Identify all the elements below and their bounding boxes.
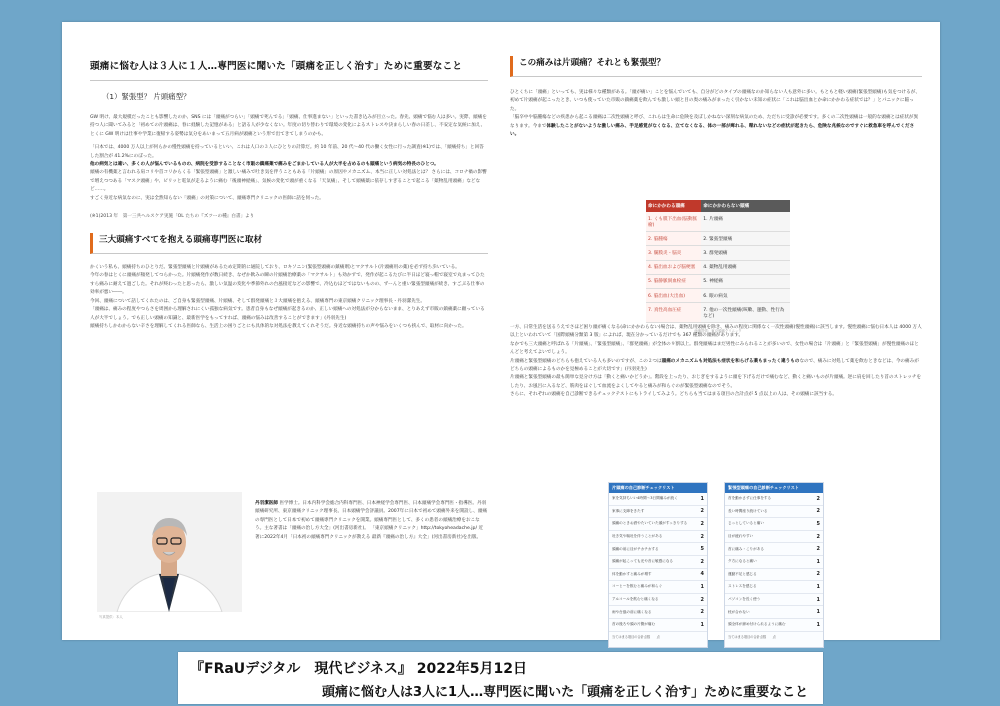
danger-cell: 5. 脳静脈洞血栓症 bbox=[646, 274, 701, 288]
checklist-item-points: 2 bbox=[700, 508, 704, 515]
checklist-row bbox=[725, 493, 823, 506]
checklist-item-points: 1 bbox=[816, 621, 820, 628]
checklist-item-label: コーヒーを飲むと痛みが和らぐ bbox=[612, 584, 663, 589]
doctor-photo bbox=[97, 492, 242, 612]
right-intro-block bbox=[510, 89, 922, 139]
checklist-row bbox=[725, 556, 823, 569]
intro-paragraph-1: GW 明け、最大規模だったことも影響したのか、SNS には「頭痛がつらい」「頭痛で死んでる」「頭痛、仕事進まない」といった書き込みが目立った。春先、頭痛で悩む人は多い。実際、頭痛を持つ人に聞いてみると「初めての片頭痛は、春に経験した記憶がある」と語る人が少なくない。年度の切り替わりで環境の変化によるストレスや決まらしい春の日差し、不安定な気候に加え、とくに GW 明けは仕事や学業に復帰する姿勢は気分をあいまって五月病が頭痛という形で出てきてしまうのかも。 bbox=[90, 115, 487, 137]
danger-cell: 1. くも膜下出血(脳動脈瘤) bbox=[646, 212, 701, 232]
right-paragraph-3: 一方、日常生活を送るうえでさほど困り頭が痛くなる(命にかかわらない)場合は、薬物乱用頭痛を除き、痛みの程度に関係なく一次性頭痛(慢性頭痛)に該当します。慢性頭痛に悩む日本人は 4000 万人以上といわれていて「国際頭痛分類第 3 版」によれば、現在分かっているだけでも 367 種類の頭痛があります。 bbox=[510, 325, 922, 339]
checklist-row bbox=[609, 493, 707, 506]
checklist-row bbox=[609, 619, 707, 632]
checklist-item-label: 首を動かさずに仕事をする bbox=[728, 496, 772, 501]
checklist-item-points: 2 bbox=[816, 546, 820, 553]
right-paragraph-1: ひとくちに「頭痛」といっても、実は様々な種類がある。「頭が痛い」ことを悩んでいても、自分がどのタイプの頭痛なのか知らない人も意外に多い。もともと軽い頭痛(緊張型頭痛)も気をつけるが、初めて片頭痛が起こったとき、いつも使っていた市販の鎮痛薬を飲んでも激しい頭と目の奥の痛みがまったく引かない未知の症状に「これは脳出血とか命にかかわる症状では？」とパニックに陥った。 bbox=[510, 90, 920, 112]
section-title-migraine-or-tension: この痛みは片頭痛？それとも緊張型？ bbox=[510, 56, 922, 77]
intro-paragraph-3: 頭痛の有機薬と言われる肩コリや首コリからくる「緊張型頭痛」と激しい痛みで吐き気を伴うこともある「片頭痛」の原因やメカニズム、本当に正しい対処法とは？ さらには、コロナ禍の影響で増えつつある「マスク頭痛」や、ピリッと電気が走るように痛む「後頭神経痛」、気候の変化で頭が重くなる「天気痛」、そして頭痛薬に依存しすぎることで起こる「薬物乱用頭痛」などなど……。 bbox=[90, 170, 487, 193]
checklist-item-points: 2 bbox=[816, 533, 820, 540]
headache-danger-table bbox=[646, 200, 790, 323]
checklist-item-points: 2 bbox=[700, 609, 704, 616]
checklist-row bbox=[725, 518, 823, 531]
doctor-name: 丹羽潔医師 bbox=[255, 501, 278, 506]
checklist-item-label: 運動不足と感じる bbox=[728, 571, 757, 576]
doctor-profile bbox=[97, 492, 492, 619]
table-row bbox=[646, 274, 790, 288]
checklist-item-points: 2 bbox=[816, 495, 820, 502]
checklist-item-label: 体を動かすと痛みが増す bbox=[612, 571, 652, 576]
checklist-item-points: 1 bbox=[700, 621, 704, 628]
checklist-row bbox=[609, 581, 707, 594]
right-paragraph-2-text: 「脳卒中や脳腫瘍などの疾患から起こる頭痛は二次性頭痛と呼び、これらは生命に危険を及ぼしかねない深刻な病気のため、ただちに受診が必要です。多くの二次性頭痛は一般的な頭痛とは症状が異なります。今まで bbox=[510, 115, 919, 129]
table-row bbox=[646, 260, 790, 274]
checklist-item-label: 頭痛が起こっても光や音に敏感になる bbox=[612, 559, 674, 564]
checklist-item-label: パソコンを長く使う bbox=[728, 597, 761, 602]
article-subtitle: （1）緊張型？ 片頭痛型？ bbox=[102, 92, 191, 101]
table-row bbox=[646, 212, 790, 232]
table-header-danger: 命にかかわる頭痛 bbox=[646, 200, 701, 212]
checklist-item-points: 1 bbox=[700, 495, 704, 502]
checklist-row bbox=[725, 594, 823, 607]
safe-cell: 4. 薬物乱用頭痛 bbox=[701, 260, 790, 274]
doctor-clinic: 「東京頭痛クリニック」http://tokyoheadache.jp/ bbox=[370, 526, 478, 532]
source-caption-box bbox=[178, 652, 823, 704]
safe-cell: 5. 神経痛 bbox=[701, 274, 790, 288]
safe-cell: 1. 片頭痛 bbox=[701, 212, 790, 232]
checklist-item-label: 首の後ろや頭の片側が痛む bbox=[612, 622, 656, 627]
danger-cell: 6. 脳出血(大出血) bbox=[646, 288, 701, 302]
headache-danger-table-block bbox=[646, 200, 790, 333]
intro-paragraph-2: 「日本では、4000 万人以上が何らかの慢性頭痛を持っているといい、これは人口の３人にひとりの計算だ。約 10 年前、20 代〜40 代の働く女性に行った調査(※1)では、「頭痛持ち」と回答した割合が 41.2%にのぼった。 bbox=[90, 145, 484, 159]
checklist-item-points: 1 bbox=[816, 609, 820, 616]
right-paragraph-5-bold: 頭痛のメカニズムも対処法も症状を和らげる薬もまったく違うもの bbox=[661, 358, 800, 364]
checklist-row bbox=[609, 606, 707, 619]
right-column bbox=[510, 52, 922, 639]
section1-paragraph-2: 今年の春はとくに頭痛が頻発してつらかった。片頭痛発作が数日続き、なぜか飲みの瞬の片頭痛治療薬の「マクサルト」も効かずで、発作が起こるたびに半日ほど寝っ帽で寝室で丸まってひたすら痛みに耐えて過ごした。それが終わったと思ったら、激しい気温の変化や季節外れの台風接近などの影響で、冷込むほどではないものの、ずーんと重い緊張型頭痛が続き、すごぶる仕事の効率が悪い――。 bbox=[90, 273, 485, 296]
right-paragraph-5 bbox=[510, 358, 922, 375]
checklist-item-label: 頭痛のときお酒やたいていた頭がすっきりする bbox=[612, 521, 688, 526]
checklist-item-label: ストレスを感じる bbox=[728, 584, 757, 589]
checklist-item-points: 1 bbox=[816, 558, 820, 565]
checklist-item-label: 頭全体が締め付けられるように痛む bbox=[728, 622, 786, 627]
checklist-item-points: 2 bbox=[816, 508, 820, 515]
source-caption-line-1: 『FRaUデジタル 現代ビジネス』 2022年5月12日 bbox=[190, 661, 527, 677]
checklist-row bbox=[725, 619, 823, 632]
checklist-item-points: 1 bbox=[816, 596, 820, 603]
right-paragraph-2 bbox=[510, 114, 922, 139]
safe-cell: 3. 群発頭痛 bbox=[701, 246, 790, 260]
table-row bbox=[646, 246, 790, 260]
section1-paragraph-1: かくいう私も、頭痛持ちのひとりだ。緊張型頭痛と片頭痛があるため定期的に通院しており、ロキソニン(緊張型頭痛の鎮痛剤)とマクサルト(片頭痛用の薬)を必ず持ち歩いている。 bbox=[90, 265, 460, 271]
table-row bbox=[646, 232, 790, 246]
checklist-item-label: 枕が合わない bbox=[728, 609, 750, 614]
scanned-article-sheet bbox=[62, 22, 940, 640]
checklist-item-points: 4 bbox=[700, 571, 704, 578]
checklist-row bbox=[725, 531, 823, 544]
doctor-portrait-illustration bbox=[97, 492, 242, 612]
checklist-row bbox=[609, 518, 707, 531]
danger-cell: 3. 髄膜炎・脳炎 bbox=[646, 246, 701, 260]
source-caption-line-2: 頭痛に悩む人は3人に1人…専門医に聞いた「頭痛を正しく治す」ために重要なこと bbox=[322, 685, 809, 700]
checklist-row bbox=[609, 531, 707, 544]
right-paragraph-5-text-a: 片頭痛と緊張型頭痛のどちらも抱えている人も多いのですが、この２つは bbox=[510, 358, 662, 364]
tension-checklist bbox=[724, 482, 824, 648]
right-paragraph-5-text-b: なので、痛みに対処して薬を飲むときなどは、今の痛みがどちらの頭痛によるものかを見極めることが大切です」(丹羽先生) bbox=[510, 358, 919, 373]
migraine-checklist-title: 片頭痛の自己診断チェックリスト bbox=[609, 483, 707, 493]
danger-cell: 2. 脳腫瘍 bbox=[646, 232, 701, 246]
tension-checklist-footer: 当てはまる項目の合計点数 点 bbox=[728, 634, 776, 639]
checklist-item-points: 2 bbox=[700, 533, 704, 540]
checklist-item-points: 1 bbox=[816, 583, 820, 590]
danger-cell: 7. 真性高血圧症 bbox=[646, 303, 701, 323]
checklist-item-points: 2 bbox=[700, 520, 704, 527]
checklist-row bbox=[609, 556, 707, 569]
checklist-item-label: 目が疲れやすい bbox=[728, 534, 754, 539]
table-header-safe: 命にかかわらない頭痛 bbox=[701, 200, 790, 212]
checklist-item-label: 頭痛の前に目がチカチカする bbox=[612, 546, 659, 551]
checklist-item-points: 2 bbox=[816, 571, 820, 578]
checklist-row bbox=[609, 506, 707, 519]
right-paragraph-4: なかでも三大頭痛と呼ばれる「片頭痛」、「緊張型頭痛」、「群発頭痛」が全体の９割以上。群発頭痛はまだ男性にみられることが多いので、女性の場合は「片頭痛」と「緊張型頭痛」が慢性頭痛のほとんどと考えてよいでしょう。 bbox=[510, 341, 919, 356]
footnote: (※1)2013 年 第一三共ヘルスケア実施「OL たちの『ズツーの種』白書」より bbox=[90, 214, 255, 220]
checklist-row bbox=[609, 569, 707, 582]
right-paragraph-2-bold: 体験したことがないような激しい痛み、手足感覚がなくなる、立てなくなる、体の一部が痺れる、喋れないなどの症状が起きたら、危険な兆候なのですぐに救急車を呼んでください。 bbox=[510, 123, 915, 138]
table-credit: 画像提供：東京頭痛クリニック bbox=[694, 329, 742, 334]
checklist-item-points: 2 bbox=[700, 596, 704, 603]
table-row bbox=[646, 303, 790, 323]
safe-cell: 7. 他の一次性頭痛(咳嗽、運動、性行為など) bbox=[701, 303, 790, 323]
section-title-three-headaches: 三大頭痛すべてを抱える頭痛専門医に取材 bbox=[90, 233, 488, 254]
right-paragraph-7: さらに、それぞれの頭痛を自己診断できるチェックテストにもトライしてみよう。どちらも当てはまる項目の合計点が 5 点以上の人は、その頭痛に該当する。 bbox=[510, 392, 837, 398]
checklist-row bbox=[725, 543, 823, 556]
checklist-item-label: アルコールを飲むと痛くなる bbox=[612, 597, 659, 602]
table-row bbox=[646, 288, 790, 302]
checklist-item-points: 1 bbox=[700, 583, 704, 590]
intro-paragraph-4: すごく身近な病気なのに、実は全然知らない「頭痛」の対策について、頭痛専門クリニックの医師に話を伺った。 bbox=[90, 195, 324, 201]
checklist-item-label: 吐き気や嘔吐を伴うことがある bbox=[612, 534, 663, 539]
photo-credit: 写真提供：本人 bbox=[99, 615, 123, 619]
checklist-item-label: じっとしていると痛い bbox=[728, 521, 764, 526]
section1-paragraph-4: 「頭痛は、痛みの程度やつらさを周囲から理解されにくい孤独な病気です。患者自身もなぜ頭痛が起きるのか、正しい頭痛への対処法が分からないまま、とりあえず市販の鎮痛薬に頼っている人が大半でしょう。でも正しい頭痛の知識と、最新医学をもってすれば、頭痛の悩みは改善することができます」(丹羽先生) bbox=[90, 307, 485, 321]
self-check-lists bbox=[608, 482, 908, 652]
checklist-row bbox=[609, 594, 707, 607]
checklist-item-points: 5 bbox=[700, 546, 704, 553]
intro-block bbox=[90, 114, 488, 219]
safe-cell: 2. 緊張型頭痛 bbox=[701, 232, 790, 246]
right-body-block bbox=[510, 324, 922, 400]
checklist-item-label: 夕方になると痛い bbox=[728, 559, 757, 564]
checklist-item-points: 2 bbox=[700, 558, 704, 565]
migraine-checklist bbox=[608, 482, 708, 648]
section1-paragraph-5: 頭痛持ちしかわからない辛さを理解してくれる医師なら、生活上の困りごとにも具体的な対処法を教えてくれそうだ。身近な頭痛持ちの声や悩みをいくつも挟んで、取材に向かった。 bbox=[90, 323, 467, 329]
left-column bbox=[90, 52, 488, 331]
article-title: 頭痛に悩む人は３人に１人…専門医に聞いた「頭痛を正しく治す」ために重要なこと bbox=[90, 58, 488, 81]
checklist-item-label: 雨や台風の前に痛くなる bbox=[612, 609, 652, 614]
checklist-row bbox=[725, 606, 823, 619]
intro-bold-paragraph: 他の病気とは違い、多くの人が悩んでいるものの、病院を受診することなく市販の鎮痛薬で痛みをごまかしている人が大半を占めるのも頭痛という病気の特長のひとつ。 bbox=[90, 162, 439, 168]
section1-paragraph-3: 今回、頭痛について話してくれたのは、ご自身も緊張型頭痛、片頭痛、そして群発頭痛と３大頭痛を抱える、頭痛専門の東京頭痛クリニック理事長・丹羽潔先生。 bbox=[90, 298, 425, 304]
doctor-profile-text bbox=[255, 500, 487, 542]
checklist-item-label: 家事に支障をきたす bbox=[612, 508, 645, 513]
doctor-book: 近著に2022年4月「日本初の頭痛専門クリニックが教える 最新『頭痛の治し方』大全」(河出書房新社)を出版。 bbox=[255, 526, 484, 540]
migraine-checklist-footer: 当てはまる項目の合計点数 点 bbox=[612, 634, 660, 639]
checklist-item-label: 首に痛み・こりがある bbox=[728, 546, 764, 551]
checklist-row bbox=[609, 543, 707, 556]
right-paragraph-6: 片頭痛と緊張型頭痛の最も簡単な見分け方は「動くと痛いかどうか」。階段を上ったり、おじぎをするように頭を下げるだけで痛むなど、動くと痛いものが片頭痛。逆に肩を回したり首のストレッチをしたり、お風呂に入るなど、筋肉をほぐして血流をよくしてやると痛みが和らぐのが緊張型頭痛なのでそう。 bbox=[510, 375, 922, 389]
checklist-item-label: 長い時間座り続けている bbox=[728, 508, 768, 513]
checklist-row bbox=[725, 569, 823, 582]
safe-cell: 6. 眼の病気 bbox=[701, 288, 790, 302]
checklist-item-label: 家を気持ちいい4時間〜3日間痛みが続く bbox=[612, 496, 678, 501]
doctor-bio: 医学博士。日本内科学会総合内科専門医、日本神経学会専門医、日本頭痛学会専門医・指導医。丹羽頭痛研究所、東京頭痛クリニック理事長、日本頭痛学会評議員。2007年に日本で初めて頭痛外来を開設し、頭痛の専門医として日本で初めて頭痛専門クリニックを開業。頭痛専門医として、多くの患者の頭痛治療をおこなう。主な著書は「頭痛の治し方大全」(河出書房新社)。 bbox=[255, 501, 487, 532]
checklist-row bbox=[725, 506, 823, 519]
danger-cell: 4. 脳出血および脳梗塞 bbox=[646, 260, 701, 274]
section1-block bbox=[90, 264, 488, 331]
tension-checklist-title: 緊張型頭痛の自己診断チェックリスト bbox=[725, 483, 823, 493]
checklist-row bbox=[725, 581, 823, 594]
checklist-item-points: 5 bbox=[816, 520, 820, 527]
